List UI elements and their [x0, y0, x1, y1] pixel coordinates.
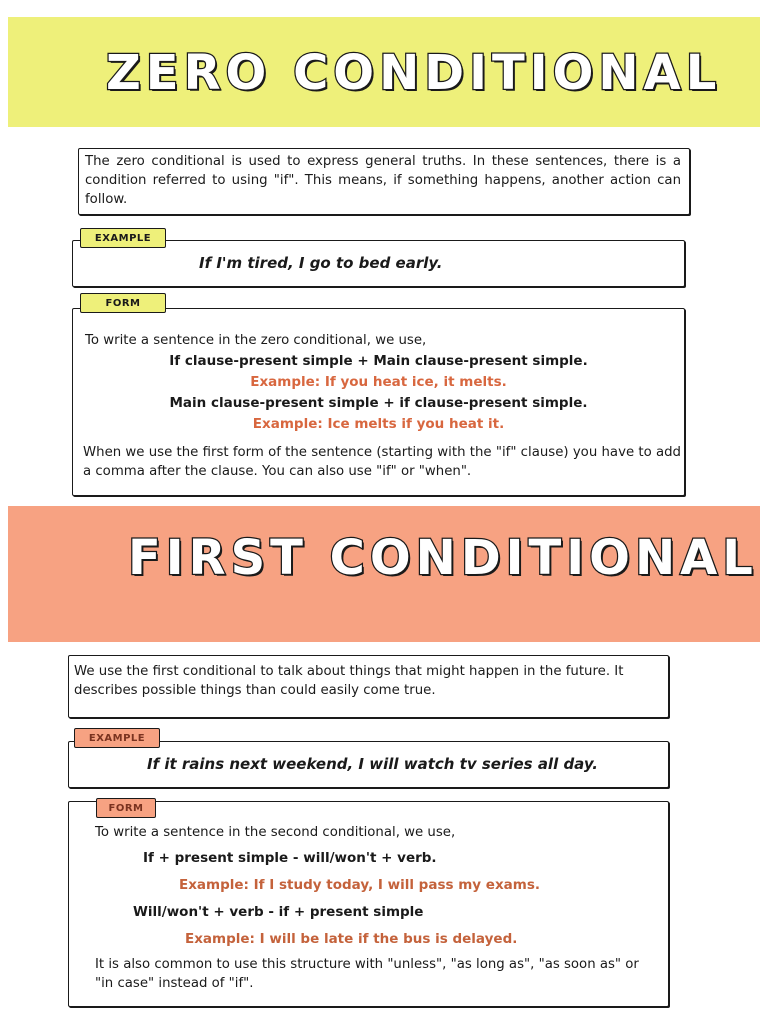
- first-example-tag: EXAMPLE: [74, 728, 160, 748]
- zero-conditional-banner: [8, 17, 760, 127]
- zero-form-rule1: If clause-present simple + Main clause-present simple.: [169, 353, 588, 369]
- zero-form-example1: Example: If you heat ice, it melts.: [250, 374, 507, 390]
- first-form-tag: FORM: [96, 798, 156, 818]
- zero-example-sentence: If I'm tired, I go to bed early.: [199, 254, 443, 272]
- first-example-box: [68, 741, 669, 788]
- zero-form-tag: FORM: [80, 293, 166, 313]
- zero-example-tag: EXAMPLE: [80, 228, 166, 248]
- zero-form-box: [72, 308, 685, 496]
- first-intro-box: [68, 655, 669, 718]
- first-form-example1: Example: If I study today, I will pass my exams.: [179, 877, 540, 893]
- first-form-note: It is also common to use this structure with "unless", "as long as", "as soon as" or "in case" instead of "if".: [95, 957, 639, 991]
- first-form-rule1: If + present simple - will/won't + verb.: [143, 850, 437, 866]
- first-conditional-title: FIRST CONDITIONAL: [128, 530, 758, 586]
- zero-form-lead: To write a sentence in the zero conditional, we use,: [85, 333, 427, 348]
- zero-intro-text: The zero conditional is used to express general truths. In these sentences, there is a condition referred to using "if". This means, if something happens, another action can follow.: [85, 154, 681, 207]
- first-form-rule2: Will/won't + verb - if + present simple: [133, 904, 424, 920]
- first-form-lead: To write a sentence in the second conditional, we use,: [95, 825, 456, 840]
- zero-form-rule2: Main clause-present simple + if clause-present simple.: [169, 395, 588, 411]
- zero-form-example2: Example: Ice melts if you heat it.: [252, 416, 505, 432]
- zero-form-note: When we use the first form of the sentence (starting with the "if" clause) you have to add a comma after the clause. You can also use "if" or "when".: [83, 445, 681, 479]
- first-form-box: [68, 801, 669, 1007]
- first-form-example2: Example: I will be late if the bus is delayed.: [185, 931, 518, 947]
- first-intro-text: We use the first conditional to talk about things that might happen in the future. It describes possible things than could easily come true.: [74, 664, 624, 698]
- zero-conditional-title: ZERO CONDITIONAL: [106, 45, 722, 101]
- zero-intro-box: [78, 148, 690, 215]
- first-example-sentence: If it rains next weekend, I will watch tv series all day.: [147, 755, 598, 773]
- first-conditional-banner: [8, 506, 760, 642]
